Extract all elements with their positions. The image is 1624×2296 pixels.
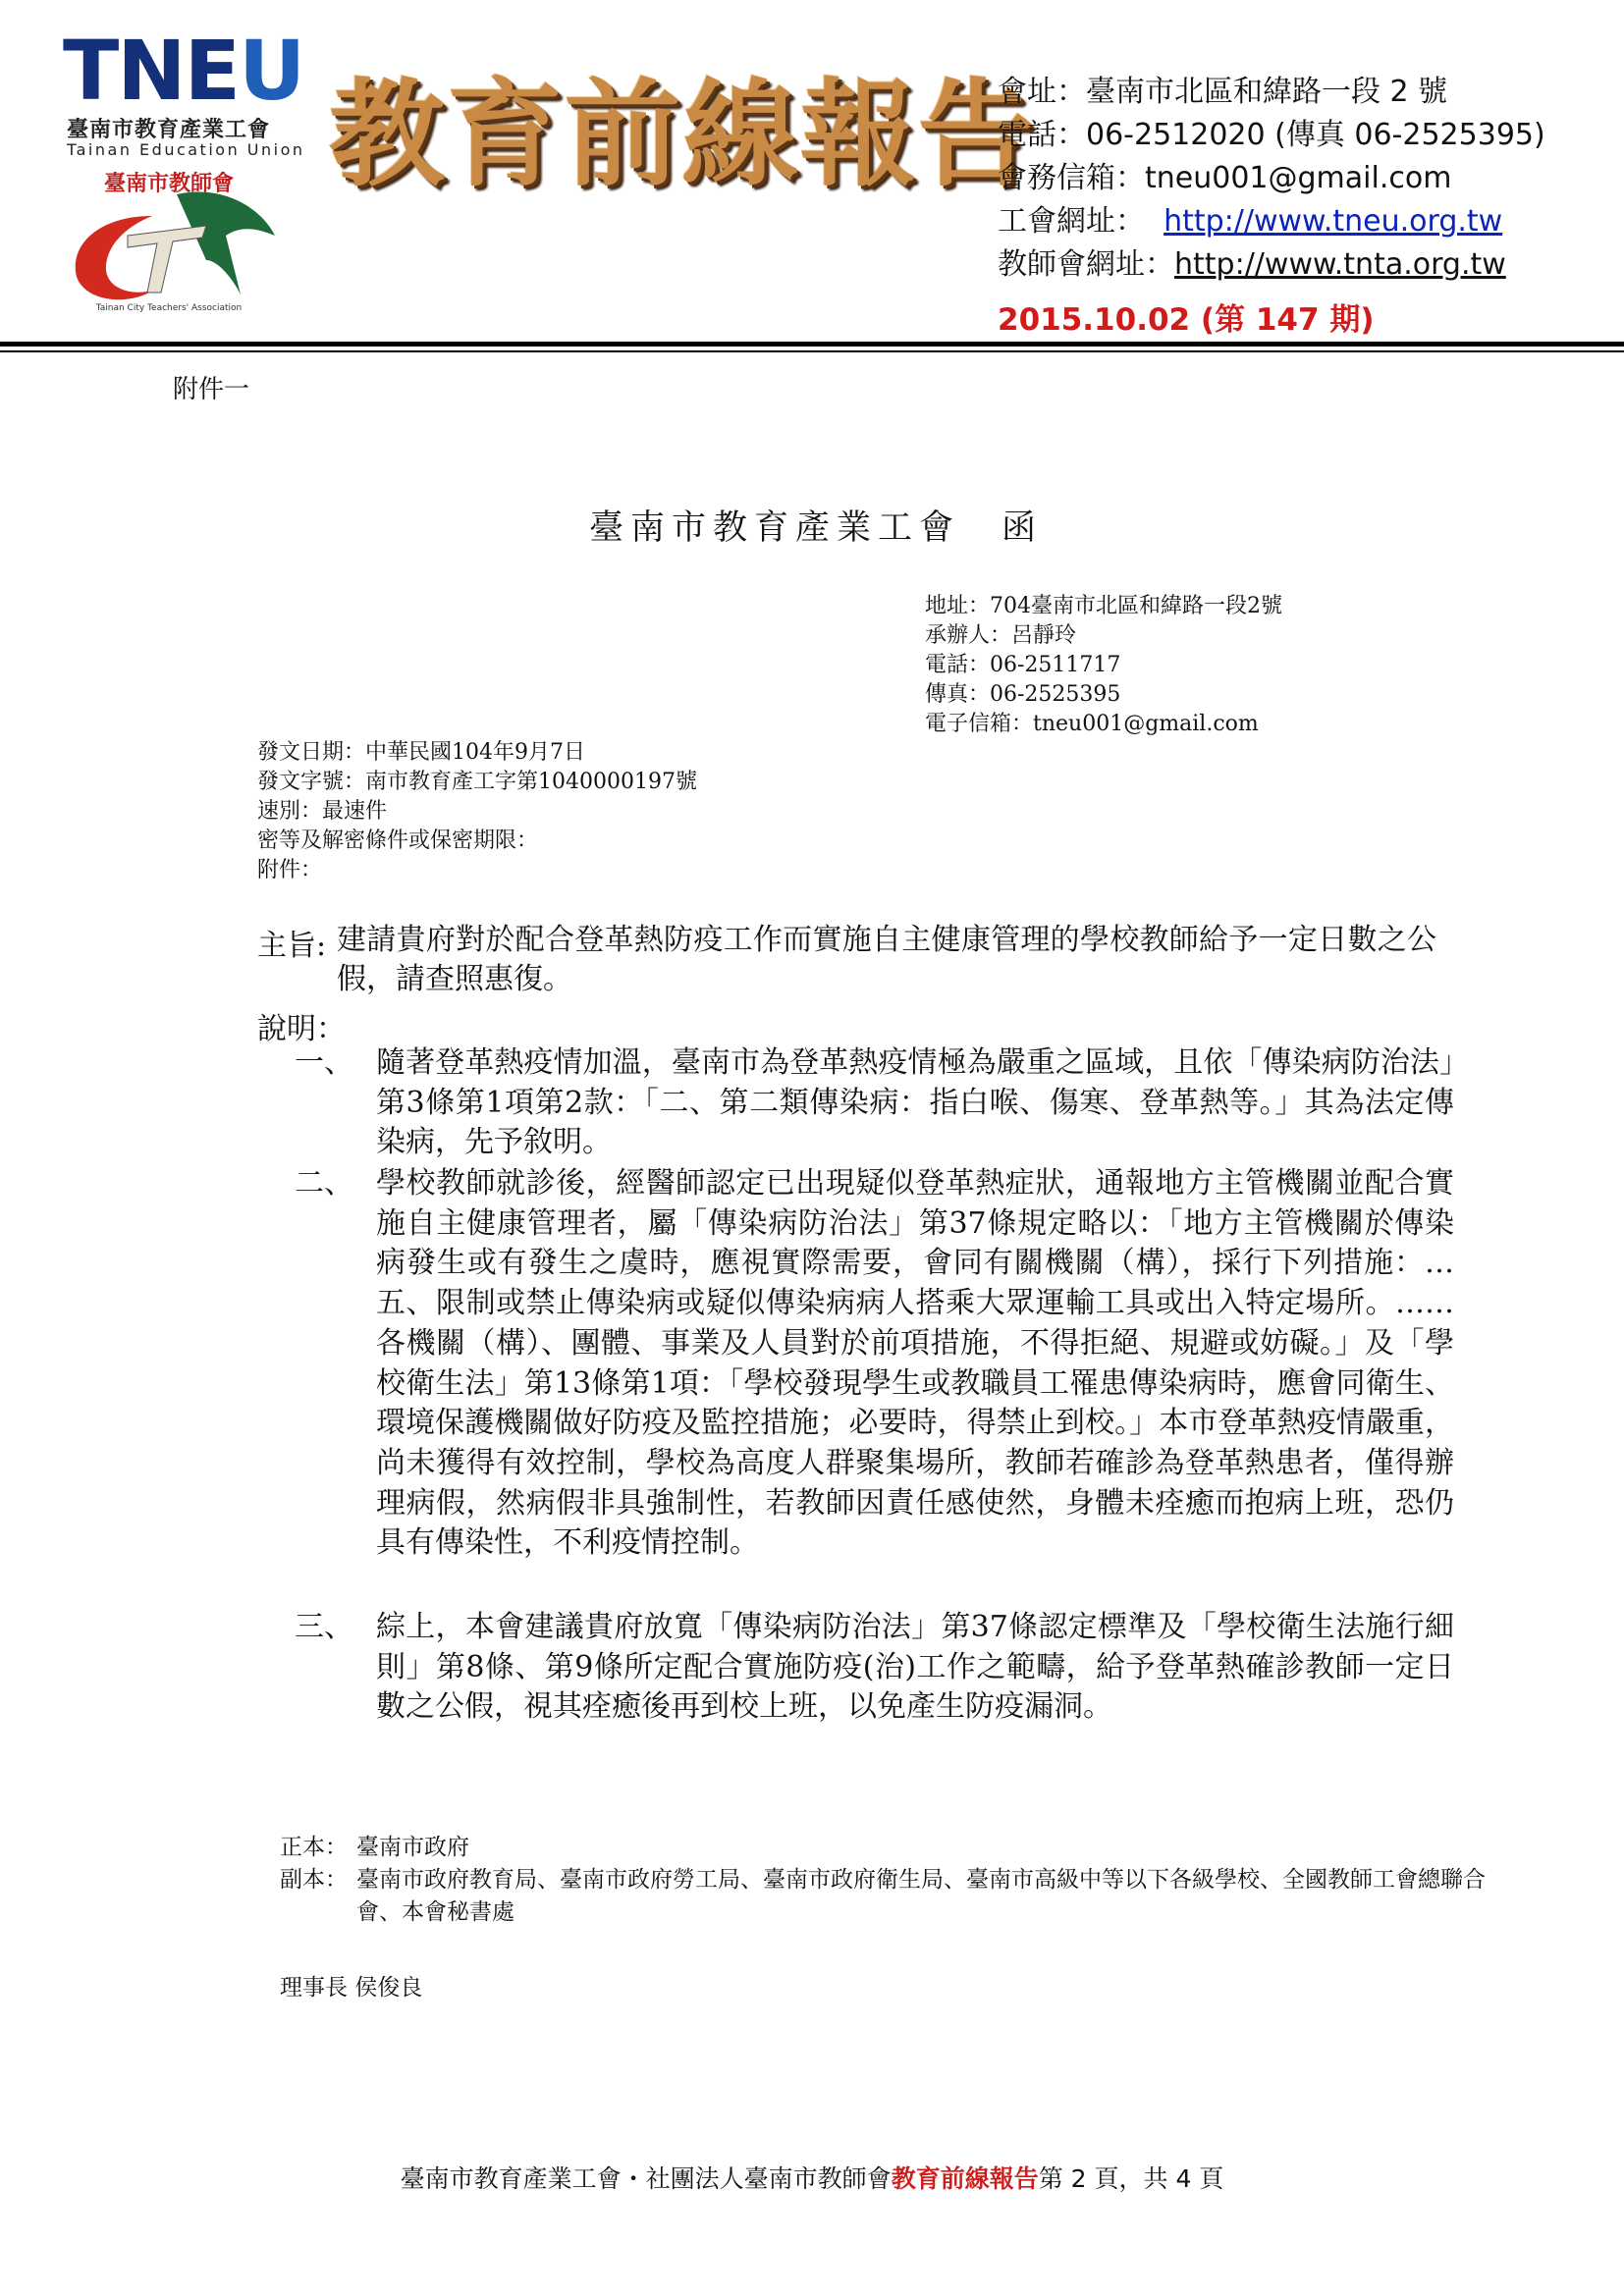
- item-number: 一、: [295, 1045, 353, 1080]
- contact-union-site: [998, 200, 1545, 243]
- teachers-association-logo: [59, 167, 285, 314]
- copy-recipient-row: [280, 1864, 1515, 1929]
- sender-phone: 電話：06-2511717: [925, 653, 1121, 677]
- footer-prefix: 臺南市教育產業工會・社團法人臺南市教師會: [400, 2164, 892, 2193]
- contact-email: 會務信箱：tneu001@gmail.com: [998, 161, 1452, 195]
- document-number-line: 發文字號：南市教育產工字第1040000197號: [257, 770, 697, 794]
- contact-block: [998, 71, 1545, 287]
- main-recipient-value: 臺南市政府: [356, 1835, 469, 1860]
- distribution-list: [280, 1832, 1515, 1929]
- tneu-logo: TNEU: [63, 23, 304, 119]
- attachment-label: 附件一: [173, 375, 250, 404]
- logo-t-mark: [128, 226, 206, 293]
- subject-text: 建請貴府對於配合登革熱防疫工作而實施自主健康管理的學校教師給予一定日數之公假，請查照惠復。: [337, 923, 1436, 996]
- copy-recipient-label: 副本：: [280, 1867, 348, 1893]
- page-footer: [0, 2160, 1624, 2195]
- newsletter-title: 教育前線報告: [329, 66, 1037, 202]
- union-site-label: 工會網址：: [998, 204, 1145, 239]
- union-name-en: Tainan Education Union: [67, 140, 305, 159]
- union-site-link[interactable]: http://www.tneu.org.tw: [1164, 204, 1503, 239]
- item-text: 綜上，本會建議貴府放寬「傳染病防治法」第37條認定標準及「學校衛生法施行細則」第8條、第9條所定配合實施防疫(治)工作之範疇，給予登革熱確診教師一定日數之公假，視其痊癒後再到校上班，以免產生防疫漏洞。: [376, 1610, 1454, 1725]
- copy-recipient-value: 臺南市政府教育局、臺南市政府勞工局、臺南市政府衛生局、臺南市高級中等以下各級學校、全國教師工會總聯合會、本會秘書處: [356, 1867, 1486, 1925]
- logo-red-swoosh: [76, 216, 152, 299]
- urgency-line: 速別：最速件: [257, 799, 388, 824]
- main-recipient-row: [280, 1832, 1515, 1864]
- item-number: 二、: [295, 1166, 353, 1201]
- explanation-label: 說明：: [257, 1012, 346, 1046]
- teacher-site-link[interactable]: http://www.tnta.org.tw: [1174, 247, 1506, 282]
- header-rule-thick: [0, 342, 1624, 347]
- footer-newsletter-name: 教育前線報告: [891, 2164, 1039, 2193]
- signature: 理事長 侯俊良: [280, 1975, 423, 2001]
- sender-info: [925, 592, 1282, 739]
- contact-phone: 電話：06-2512020 (傳真 06-2525395): [998, 118, 1545, 152]
- sender-fax: 傳真：06-2525395: [925, 682, 1121, 707]
- item-number: 三、: [295, 1610, 353, 1644]
- attachments-line: 附件：: [257, 858, 323, 882]
- contact-teacher-site: [998, 243, 1545, 287]
- footer-page-count: 第 2 頁，共 4 頁: [1038, 2164, 1224, 2193]
- sender-address: 地址：704臺南市北區和緯路一段2號: [925, 594, 1282, 618]
- logo-seal-text: 臺南市教師會: [103, 171, 235, 196]
- sender-contact-person: 承辦人：呂靜玲: [925, 623, 1077, 648]
- header-rule-thin: [0, 350, 1624, 352]
- issue-date: 2015.10.02 (第 147 期): [998, 302, 1375, 338]
- item-text: 學校教師就診後，經醫師認定已出現疑似登革熱症狀，通報地方主管機關並配合實施自主健康管理者，屬「傳染病防治法」第37條規定略以：「地方主管機關於傳染病發生或有發生之虞時，應視實際需要，會同有關機關（構），採行下列措施：…五、限制或禁止傳染病或疑似傳染病病人搭乘大眾運輸工具或出入特定場所。……各機關（構）、團體、事業及人員對於前項措施，不得拒絕、規避或妨礙。」及「學校衛生法」第13條第1項：「學校發現學生或教職員工罹患傳染病時，應會同衛生、環境保護機關做好防疫及監控措施；必要時，得禁止到校。」本市登革熱疫情嚴重，尚未獲得有效控制，學校為高度人群聚集場所，教師若確診為登革熱患者，僅得辦理病假，然病假非具強制性，若教師因責任感使然，身體未痊癒而抱病上班，恐仍具有傳染性，不利疫情控制。: [376, 1166, 1454, 1561]
- contact-address: 會址：臺南市北區和緯路一段 2 號: [998, 75, 1448, 109]
- document-title: 臺南市教育產業工會 函: [589, 508, 1044, 548]
- subject-label: 主旨:: [257, 929, 327, 963]
- confidentiality-line: 密等及解密條件或保密期限：: [257, 828, 539, 853]
- sender-email: 電子信箱：tneu001@gmail.com: [925, 712, 1259, 736]
- teacher-site-label: 教師會網址：: [998, 247, 1174, 282]
- item-text: 隨著登革熱疫情加溫，臺南市為登革熱疫情極為嚴重之區域，且依「傳染病防治法」第3條第1項第2款：「二、第二類傳染病：指白喉、傷寒、登革熱等。」其為法定傳染病，先予敘明。: [376, 1045, 1454, 1160]
- union-name-cn: 臺南市教育產業工會: [67, 118, 271, 142]
- logo-green-swoosh: [177, 192, 275, 294]
- main-recipient-label: 正本：: [280, 1835, 348, 1860]
- issue-date-line: 發文日期：中華民國104年9月7日: [257, 740, 585, 765]
- logo-seal-en: Tainan City Teachers' Association: [95, 303, 243, 313]
- document-meta: [257, 738, 697, 885]
